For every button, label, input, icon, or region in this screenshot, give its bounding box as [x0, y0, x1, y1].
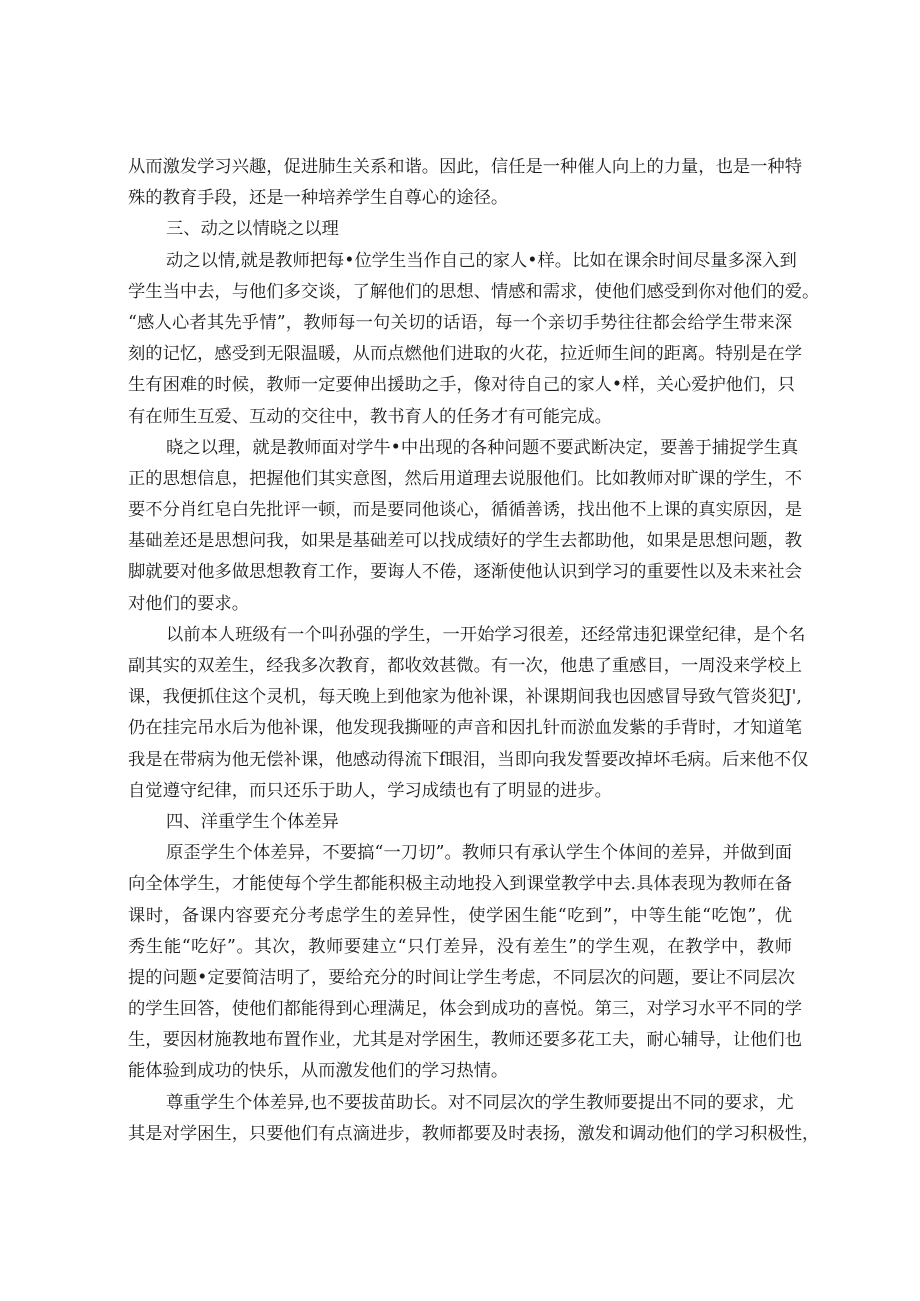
text-line: 刻的记忆，感受到无限温暖，从而点燃他们进取的火花，拉近师生间的距离。特别是在学 — [128, 344, 802, 365]
text-line: 学生当中去，与他们多交谈，了解他们的思想、情感和需求，使他们感受到你对他们的爱。 — [128, 281, 820, 302]
text-line: 副其实的双差生，经我多次教育，都收效甚微。有一次，他患了重感目，一周没来学校上 — [128, 656, 802, 676]
text-line: 以前本人班级有一个叫孙强的学生，一开始学习很差，还经常违犯课堂纪律，是个名 — [166, 624, 806, 645]
document-body — [128, 152, 820, 1150]
text-line: 自觉遵守纪律，而只还乐于助人，学习成绩也有了明显的进步。 — [128, 780, 612, 801]
text-line: 从而激发学习兴趣，促进肺生关系和谐。因此，信任是一种催人向上的力量，也是一种特 — [128, 157, 802, 177]
text-line: 三、动之以情晓之以理 — [166, 219, 339, 240]
text-line: 生有困难的时候，教师一定要伸出援助之手，像对待自己的家人•样，关心爱护他们，只 — [128, 375, 795, 396]
text-line: 晓之以理，就是教师面对学牛•中出现的各种问题不要武断决定，要善于捕捉学生真 — [166, 437, 799, 458]
text-line: 殊的教育手段，还是一种培养学生自尊心的途径。 — [128, 188, 509, 209]
text-line: 其是对学困生，只要他们有点滴进步，教师都要及时表扬，激发和调动他们的学习积极性， — [128, 1123, 820, 1144]
text-line: 对他们的要求。 — [128, 593, 249, 614]
text-line: 我是在带病为他无偿补课，他感动得流下f眼泪，当即向我发誓要改掉坏毛病。后来他不仅 — [128, 749, 809, 770]
text-line: 尊重学生个体差异,也不要拔苗助长。对不同层次的学生教师要提出不同的要求，尤 — [166, 1092, 794, 1113]
text-line: 的学生回答，使他们都能得到心理满足，体会到成功的喜悦。第三，对学习水平不同的学 — [128, 999, 802, 1020]
text-line: 正的思想信息，把握他们其实意图，然后用道理去说服他们。比如教师对旷课的学生，不 — [128, 468, 802, 489]
text-line: 原歪学生个体差异，不要搞“一刀切”。教师只有承认学生个体间的差异，并做到面 — [166, 843, 792, 864]
text-line: 有在师生互爱、互动的交往中，教书育人的任务才有可能完成。 — [128, 406, 612, 427]
text-line: 课，我便抓住这个灵机，每天晚上到他家为他补课，补课期间我也因感冒导致气管炎犯J', — [128, 687, 802, 708]
text-line: 秀生能“吃好”。其次，教师要建立“只仃差异，没有差生”的学生观，在教学中，教师 — [128, 936, 792, 957]
text-line: 向全体学生，才能使每个学生都能积极主动地投入到课堂教学中去.具体表现为教师在备 — [128, 874, 792, 895]
text-line: 脚就要对他多做思想教育工作，要诲人不倦，逐渐使他认识到学习的重要性以及未来社会 — [128, 562, 802, 583]
text-line: 动之以情,就是教师把每•位学生当作自己的家人•样。比如在课余时间尽量多深入到 — [166, 250, 797, 271]
text-line: “感人心者其先乎情”，教师每一句关切的话语，每一个亲切手势往往都会给学生带来深 — [128, 312, 792, 333]
text-line: 基础差还是思想问我，如果是基础差可以找成绩好的学生去都助他，如果是思想问题，教 — [128, 531, 802, 552]
text-line: 课时，备课内容要充分考虑学生的差异性，使学困生能“吃到”，中等生能“吃饱”，优 — [128, 905, 792, 926]
text-line: 要不分肖红皂白先批评一顿，而是要同他谈心，循循善诱，找出他不上课的真实原因，是 — [128, 500, 802, 521]
text-line: 能体验到成功的快乐，从而激发他们的学习热情。 — [128, 1061, 509, 1082]
text-line: 提的问题•定要简洁明了，要给充分的时间让学生考虑，不同层次的问题，要让不同层次 — [128, 967, 795, 988]
text-line: 生，要因材施教地布置作业，尤其是对学困生，教师还要多花工夫，耐心辅导，让他们也 — [128, 1030, 802, 1051]
text-line: 四、洋重学生个体差异 — [166, 811, 339, 832]
text-line: 仍在挂完吊水后为他补课，他发现我撕哑的声音和因扎针而淤血发紫的手背时，才知道笔 — [128, 718, 802, 739]
